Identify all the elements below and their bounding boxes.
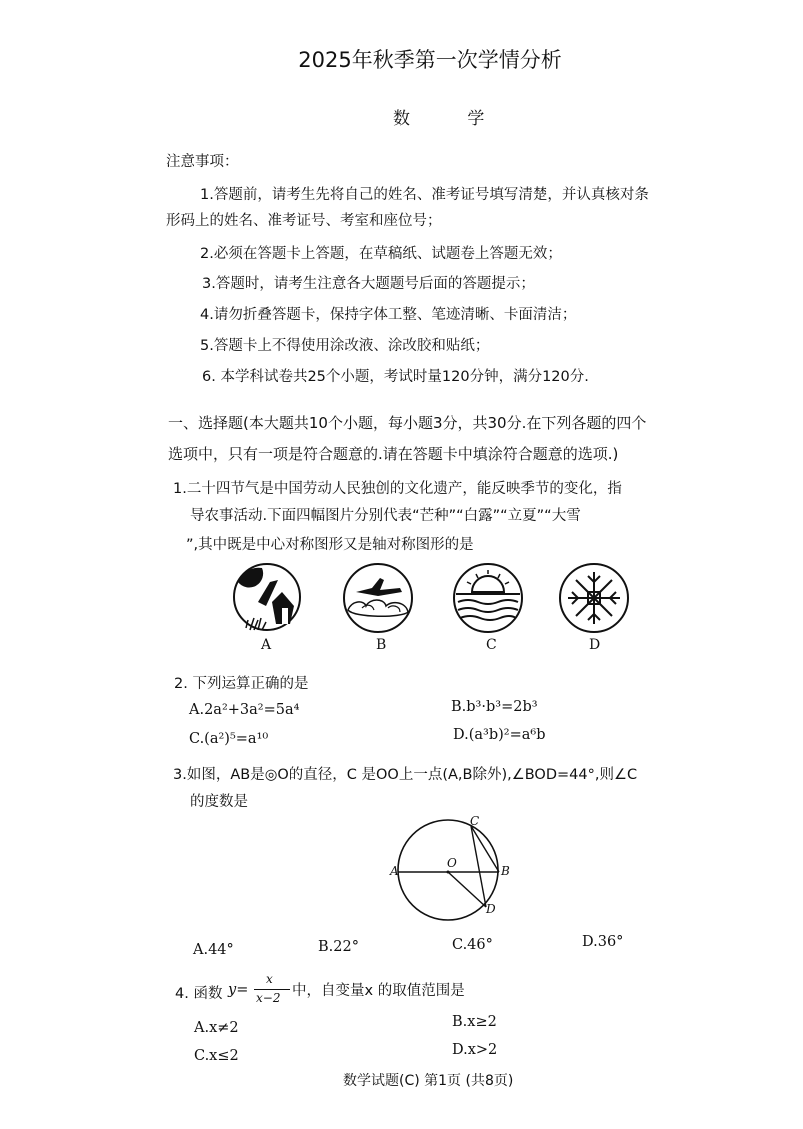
option-d: D.x>2 xyxy=(452,1042,498,1058)
question-1-stem: 导农事活动.下面四幅图片分别代表“芒种”“白露”“立夏”“大雪 xyxy=(190,508,581,524)
question-3-stem: 的度数是 xyxy=(190,794,248,810)
notice-item: 4.请勿折叠答题卡，保持字体工整、笔迹清晰、卡面清洁； xyxy=(200,307,577,323)
option-a: A.2a²+3a²=5a⁴ xyxy=(189,702,300,718)
figure-a-icon xyxy=(232,562,302,634)
section-heading-line2: 选项中，只有一项是符合题意的.请在答题卡中填涂符合题意的选项.) xyxy=(168,445,619,463)
figure-label: C xyxy=(486,637,497,653)
function-numerator: x xyxy=(266,972,273,986)
point-label-c: C xyxy=(470,814,480,828)
page-footer: 数学试题(C) 第1页 (共8页) xyxy=(343,1073,514,1089)
figure-label: B xyxy=(376,637,387,653)
figure-label: A xyxy=(261,637,272,653)
notice-heading: 注意事项： xyxy=(166,154,239,170)
option-a: A.44° xyxy=(193,942,234,958)
function-denominator: x−2 xyxy=(256,991,281,1005)
point-label-b: B xyxy=(501,864,510,878)
fraction-bar xyxy=(254,989,290,990)
section-heading: 一、选择题(本大题共10个小题，每小题3分，共30分.在下列各题的四个 xyxy=(168,414,647,432)
option-d: D.36° xyxy=(582,934,624,950)
question-1-stem: 1.二十四节气是中国劳动人民独创的文化遗产，能反映季节的变化，指 xyxy=(173,481,622,497)
option-a: A.x≠2 xyxy=(194,1020,239,1036)
question-4-suffix: 中，自变量x 的取值范围是 xyxy=(292,983,465,999)
figure-c-icon xyxy=(452,562,524,634)
option-b: B.x≥2 xyxy=(452,1014,497,1030)
notice-item: 形码上的姓名、准考证号、考室和座位号； xyxy=(166,213,442,229)
question-2-stem: 2. 下列运算正确的是 xyxy=(174,676,309,692)
option-c: C.46° xyxy=(452,937,493,953)
option-b: B.b³·b³=2b³ xyxy=(451,699,538,715)
notice-item: 3.答题时，请考生注意各大题题号后面的答题提示； xyxy=(202,276,535,292)
option-c: C.(a²)⁵=a¹⁰ xyxy=(189,731,269,747)
function-y: y= xyxy=(228,982,249,998)
notice-item: 6. 本学科试卷共25个小题，考试时量120分钟，满分120分. xyxy=(202,369,589,385)
question-3-stem: 3.如图，AB是◎O的直径，C 是OO上一点(A,B除外),∠BOD=44°,则∠C xyxy=(173,767,638,783)
notice-item: 5.答题卡上不得使用涂改液、涂改胶和贴纸； xyxy=(200,338,490,354)
point-label-o: O xyxy=(447,856,457,870)
option-b: B.22° xyxy=(318,939,359,955)
question-4-prefix: 4. 函数 xyxy=(175,986,223,1002)
notice-item: 1.答题前，请考生先将自己的姓名、准考证号填写清楚，并认真核对条 xyxy=(200,187,649,203)
option-d: D.(a³b)²=a⁶b xyxy=(453,727,546,743)
exam-title: 2025年秋季第一次学情分析 xyxy=(298,48,562,72)
notice-item: 2.必须在答题卡上答题，在草稿纸、试题卷上答题无效； xyxy=(200,246,562,262)
figure-d-icon xyxy=(558,562,630,634)
figure-b-icon xyxy=(342,562,414,634)
question-1-stem: ”,其中既是中心对称图形又是轴对称图形的是 xyxy=(186,537,474,553)
option-c: C.x≤2 xyxy=(194,1048,239,1064)
subject-title: 数 学 xyxy=(393,109,511,129)
figure-label: D xyxy=(589,637,601,653)
point-label-a: A xyxy=(390,864,399,878)
point-label-d: D xyxy=(486,902,496,916)
